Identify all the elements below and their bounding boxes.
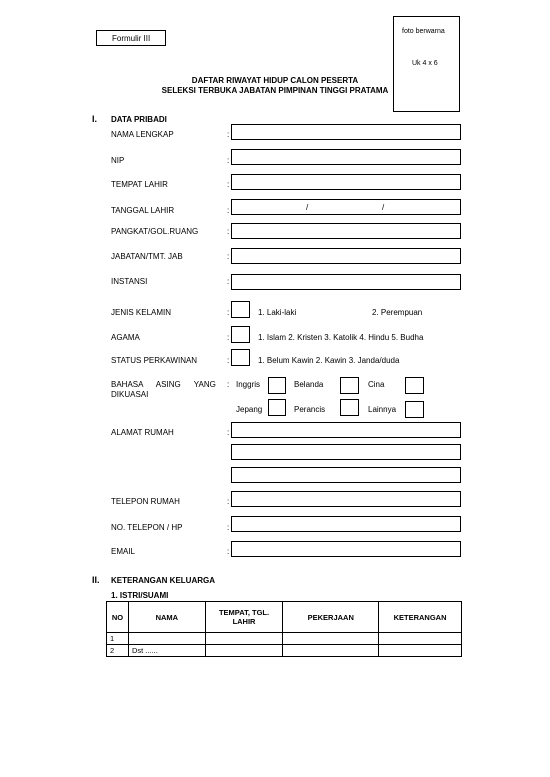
label-nip: NIP (111, 156, 125, 165)
language-jepang-box[interactable] (268, 399, 286, 416)
section-2-number: II. (92, 575, 100, 585)
col-tempat-tgl-lahir-header: TEMPAT, TGL. LAHIR (205, 602, 283, 633)
alamat-line-3[interactable] (231, 467, 461, 483)
label-bahasa-asing-2: DIKUASAI (111, 390, 149, 399)
colon: : (227, 252, 230, 261)
colon: : (227, 547, 230, 556)
language-belanda-label: Belanda (294, 380, 324, 389)
colon: : (227, 333, 230, 342)
label-alamat-rumah: ALAMAT RUMAH (111, 428, 174, 437)
status-perkawinan-box[interactable] (231, 349, 250, 366)
photo-size-label: Uk 4 x 6 (412, 60, 438, 67)
col-keterangan-header: KETERANGAN (379, 602, 462, 633)
label-no-telepon-hp: NO. TELEPON / HP (111, 523, 183, 532)
no-telepon-hp-field[interactable] (231, 516, 461, 532)
form-tag-label: Formulir III (112, 34, 151, 43)
language-perancis-box[interactable] (340, 399, 359, 416)
email-field[interactable] (231, 541, 461, 557)
language-jepang-label: Jepang (236, 405, 263, 414)
table-header-row (107, 602, 462, 633)
label-tanggal-lahir: TANGGAL LAHIR (111, 206, 175, 215)
col-pekerjaan-header: PEKERJAAN (283, 602, 379, 633)
language-inggris-label: Inggris (236, 380, 261, 389)
cell-no: 1 (107, 633, 129, 645)
colon: : (227, 523, 230, 532)
label-email: EMAIL (111, 547, 136, 556)
cell-keterangan[interactable] (379, 645, 462, 657)
col-no-header: NO (107, 602, 129, 633)
label-bahasa-asing: BAHASA ASING YANG (111, 380, 216, 389)
label-pangkat: PANGKAT/GOL.RUANG (111, 227, 199, 236)
tanggal-lahir-field[interactable] (231, 199, 461, 215)
instansi-field[interactable] (231, 274, 461, 290)
colon: : (227, 497, 230, 506)
label-instansi: INSTANSI (111, 277, 148, 286)
cell-nama[interactable] (128, 633, 205, 645)
cell-pekerjaan[interactable] (283, 633, 379, 645)
agama-box[interactable] (231, 326, 250, 343)
colon: : (227, 277, 230, 286)
nama-lengkap-field[interactable] (231, 124, 461, 140)
label-nama-lengkap: NAMA LENGKAP (111, 130, 174, 139)
jenis-kelamin-box[interactable] (231, 301, 250, 318)
alamat-line-2[interactable] (231, 444, 461, 460)
alamat-line-1[interactable] (231, 422, 461, 438)
colon: : (227, 380, 230, 389)
nip-field[interactable] (231, 149, 461, 165)
colon: : (227, 206, 230, 215)
tempat-lahir-field[interactable] (231, 174, 461, 190)
table-row (107, 645, 462, 657)
cell-keterangan[interactable] (379, 633, 462, 645)
agama-options: 1. Islam 2. Kristen 3. Katolik 4. Hindu 5. Budha (258, 333, 424, 342)
subsection-istri-suami: 1. ISTRI/SUAMI (111, 591, 169, 600)
language-lainnya-label: Lainnya (368, 405, 397, 414)
label-tempat-lahir: TEMPAT LAHIR (111, 180, 168, 189)
label-telepon-rumah: TELEPON RUMAH (111, 497, 180, 506)
pangkat-field[interactable] (231, 223, 461, 239)
colon: : (227, 356, 230, 365)
colon: : (227, 180, 230, 189)
photo-label: foto berwarna (402, 28, 445, 35)
language-belanda-box[interactable] (340, 377, 359, 394)
date-separator: / (306, 203, 309, 212)
jabatan-field[interactable] (231, 248, 461, 264)
language-cina-box[interactable] (405, 377, 424, 394)
cell-nama[interactable]: Dst ...... (128, 645, 205, 657)
form-title: DAFTAR RIWAYAT HIDUP CALON PESERTA (191, 76, 359, 85)
cell-tempat-tgl-lahir[interactable] (205, 645, 283, 657)
family-table (106, 601, 462, 657)
colon: : (227, 156, 230, 165)
cell-pekerjaan[interactable] (283, 645, 379, 657)
cell-tempat-tgl-lahir[interactable] (205, 633, 283, 645)
colon: : (227, 308, 230, 317)
label-agama: AGAMA (111, 333, 140, 342)
col-nama-header: NAMA (128, 602, 205, 633)
jenis-kelamin-option-1: 1. Laki-laki (258, 308, 297, 317)
label-jabatan: JABATAN/TMT. JAB (111, 252, 183, 261)
label-status-perkawinan: STATUS PERKAWINAN (111, 356, 198, 365)
telepon-rumah-field[interactable] (231, 491, 461, 507)
language-perancis-label: Perancis (294, 405, 326, 414)
language-cina-label: Cina (368, 380, 385, 389)
section-1-title: DATA PRIBADI (111, 115, 167, 124)
colon: : (227, 130, 230, 139)
colon: : (227, 428, 230, 437)
status-perkawinan-options: 1. Belum Kawin 2. Kawin 3. Janda/duda (258, 356, 400, 365)
language-lainnya-box[interactable] (405, 401, 424, 418)
jenis-kelamin-option-2: 2. Perempuan (372, 308, 423, 317)
language-inggris-box[interactable] (268, 377, 286, 394)
table-row (107, 633, 462, 645)
section-1-number: I. (92, 114, 98, 124)
colon: : (227, 227, 230, 236)
date-separator: / (382, 203, 385, 212)
form-subtitle: SELEKSI TERBUKA JABATAN PIMPINAN TINGGI PRATAMA (161, 86, 389, 95)
section-2-title: KETERANGAN KELUARGA (111, 576, 215, 585)
label-jenis-kelamin: JENIS KELAMIN (111, 308, 172, 317)
cell-no: 2 (107, 645, 129, 657)
